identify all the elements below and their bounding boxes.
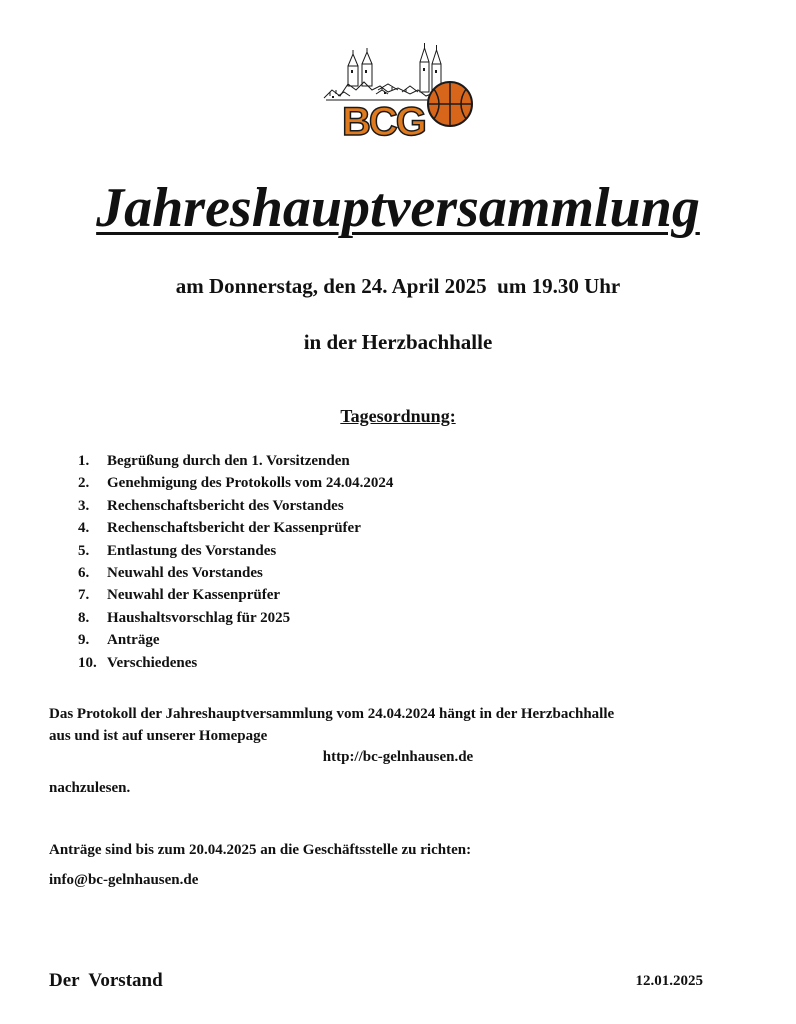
agenda-item-number: 9. — [78, 632, 90, 649]
contact-email[interactable]: info@bc-gelnhausen.de — [49, 872, 199, 888]
location-line: in der Herzbachhalle — [303, 330, 493, 354]
agenda-item-number: 7. — [78, 587, 90, 604]
agenda-item-number: 2. — [78, 475, 90, 492]
agenda-item — [78, 450, 393, 472]
agenda-item-number: 5. — [78, 542, 90, 559]
agenda-item-number: 10. — [78, 654, 97, 671]
agenda-item-text: Rechenschaftsbericht der Kassenprüfer — [107, 520, 361, 537]
signature: Der Vorstand — [49, 970, 163, 991]
agenda-item-text: Anträge — [107, 632, 160, 649]
club-logo — [318, 40, 478, 142]
date-line: am Donnerstag, den 24. April 2025 um 19.30 Uhr — [175, 274, 621, 298]
agenda-item — [78, 540, 393, 562]
agenda-item — [78, 495, 393, 517]
agenda-item — [78, 472, 393, 494]
motions-deadline: Anträge sind bis zum 20.04.2025 an die Geschäftsstelle zu richten: — [49, 842, 472, 858]
agenda-item — [78, 562, 393, 584]
protocol-text-line-2: aus und ist auf unserer Homepage — [49, 728, 268, 744]
page-title: Jahreshauptversammlung — [96, 177, 700, 239]
agenda-item-text: Neuwahl des Vorstandes — [107, 564, 263, 581]
agenda-item-text: Begrüßung durch den 1. Vorsitzenden — [107, 453, 350, 469]
agenda-heading: Tagesordnung: — [340, 406, 456, 426]
agenda-item — [78, 652, 393, 674]
protocol-text-line-3: nachzulesen. — [49, 780, 131, 796]
agenda-item-number: 1. — [78, 453, 90, 469]
homepage-link[interactable]: http://bc-gelnhausen.de — [322, 749, 474, 765]
agenda-item-number: 3. — [78, 497, 90, 514]
agenda-item-text: Genehmigung des Protokolls vom 24.04.2024 — [107, 475, 394, 492]
agenda-item-number: 6. — [78, 564, 90, 581]
agenda-item-text: Entlastung des Vorstandes — [107, 542, 277, 559]
protocol-text-line-1: Das Protokoll der Jahreshauptversammlung vom 24.04.2024 hängt in der Herzbachhalle — [49, 706, 615, 722]
agenda-item — [78, 607, 393, 629]
agenda-item-number: 8. — [78, 609, 90, 626]
agenda-item-text: Neuwahl der Kassenprüfer — [107, 587, 281, 604]
agenda-item-text: Haushaltsvorschlag für 2025 — [107, 609, 291, 626]
agenda-item-number: 4. — [78, 520, 90, 537]
basketball-icon — [428, 82, 472, 126]
document-date: 12.01.2025 — [635, 973, 703, 989]
agenda-list — [78, 450, 393, 674]
agenda-item — [78, 629, 393, 651]
logo-letters: BCG — [342, 100, 425, 142]
agenda-item — [78, 584, 393, 606]
agenda-item-text: Rechenschaftsbericht des Vorstandes — [107, 497, 344, 514]
agenda-item — [78, 517, 393, 539]
agenda-item-text: Verschiedenes — [107, 654, 198, 671]
